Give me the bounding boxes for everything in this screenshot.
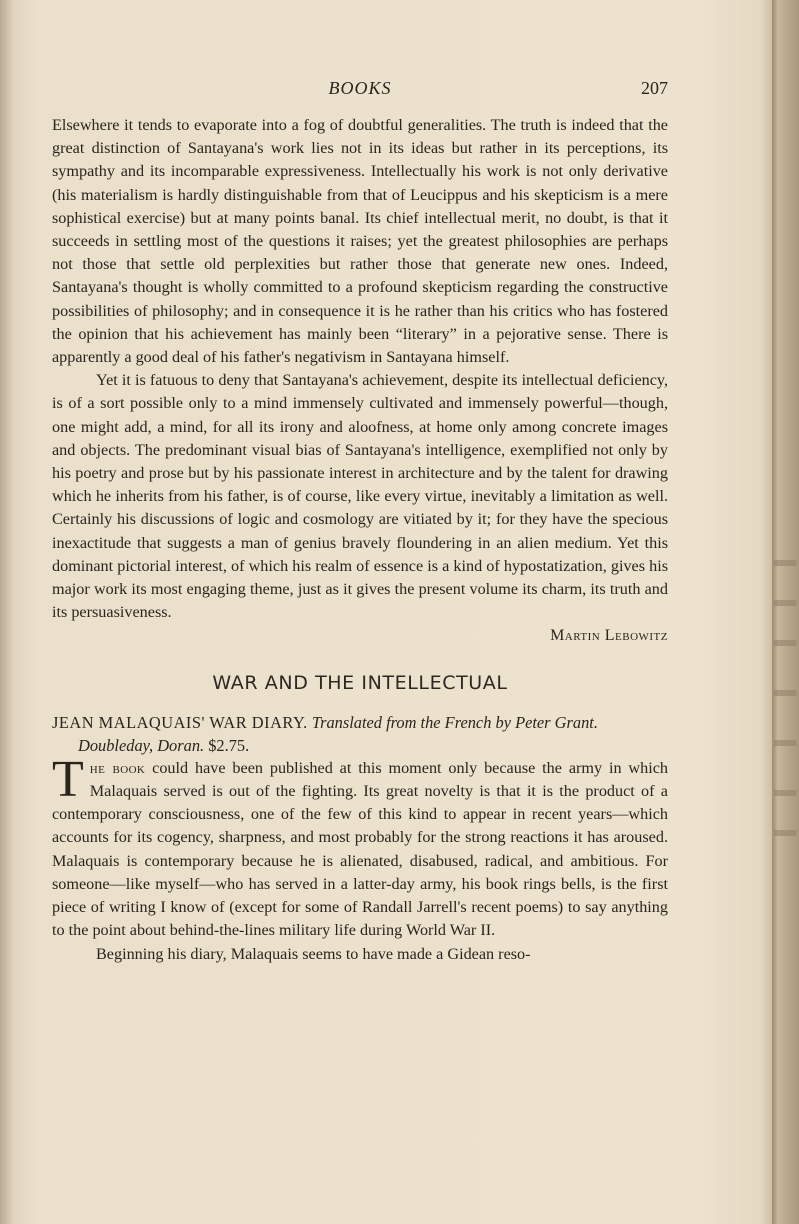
section-title: WAR AND THE INTELLECTUAL [212, 671, 508, 694]
review-paragraph: Beginning his diary, Malaquais seems to have made a Gidean reso- [96, 944, 531, 963]
running-title: BOOKS [328, 78, 392, 98]
page-number: 207 [641, 78, 668, 98]
paragraph-text: could have been published at this moment only because the army in which Malaquais served is out of the fighting. Its great novelty is that it is the product of a contemporary consciousness, one of the few of this kind to appear in recent years—which accounts for its cogency, sharpness, and most probably for the strong reactions it has aroused. Malaquais is contemporary because he is alienated, disabused, radical, and ambitious. For someone—like myself—who has served in a latter-day army, his book rings bells, is the first piece of writing I know of (except for some of Randall Jarrell's recent poems) to say anything to the point about behind-the-lines military life during World War II. [52, 758, 668, 940]
review-paragraph: Yet it is fatuous to deny that Santayana's achievement, despite its intellectual deficiency, is of a sort possible only to a mind immensely cultivated and immensely powerful—though, one might add, a mind, for all its irony and aloofness, at home only among concrete images and objects. The predominant visual bias of Santayana's intelligence, exemplified not only by his poetry and prose but by his passionate interest in architecture and by the talent for drawing which he inherits from his father, is of course, like every virtue, inevitably a limitation as well. Certainly his discussions of logic and cosmology are vitiated by it; for they have the specious inexactitude that suggests a man of genius bravely floundering in an alien medium. Yet this dominant pictorial interest, of which his realm of essence is a kind of hypostatization, gives his major work its most engaging theme, just as it gives the present volume its charm, its truth and its persuasiveness. [52, 371, 668, 622]
review-signature: Martin Lebowitz [550, 627, 668, 645]
citation-translation: Translated from the French by Peter Grant. Doubleday, Doran. [78, 712, 598, 755]
review-paragraph: Elsewhere it tends to evaporate into a fog of doubtful generalities. The truth is indeed that the great distinction of Santayana's work lies not in its ideas but rather in its perceptions, its sympathy and its incomparable expressiveness. Intellectually his work is not only derivative (his materialism is hardly distinguishable from that of Leucippus and his skepticism is a mere sophistical exercise) but at many points banal. Its chief intellectual merit, no doubt, is that it succeeds in settling most of the questions it raises; yet the greatest philosophies are perhaps not those that settle old perplexities but rather those that generate new ones. Indeed, Santayana's thought is wholly committed to a profound skepticism regarding the constructive possibilities of philosophy; and in consequence it is he rather than his critics who has fostered the opinion that his achievement has mainly been “literary” in a pejorative sense. There is apparently a good deal of his father's negativism in Santayana himself. [52, 116, 668, 367]
book-gutter [772, 0, 799, 1224]
book-citation [52, 711, 668, 757]
page-body [52, 114, 668, 966]
running-head [52, 78, 668, 102]
citation-price: $2.75. [208, 735, 250, 755]
drop-cap: T [52, 750, 84, 808]
lead-small-caps: he book [89, 758, 146, 777]
citation-title: JEAN MALAQUAIS' WAR DIARY. [52, 712, 308, 732]
review-paragraph [52, 750, 668, 943]
